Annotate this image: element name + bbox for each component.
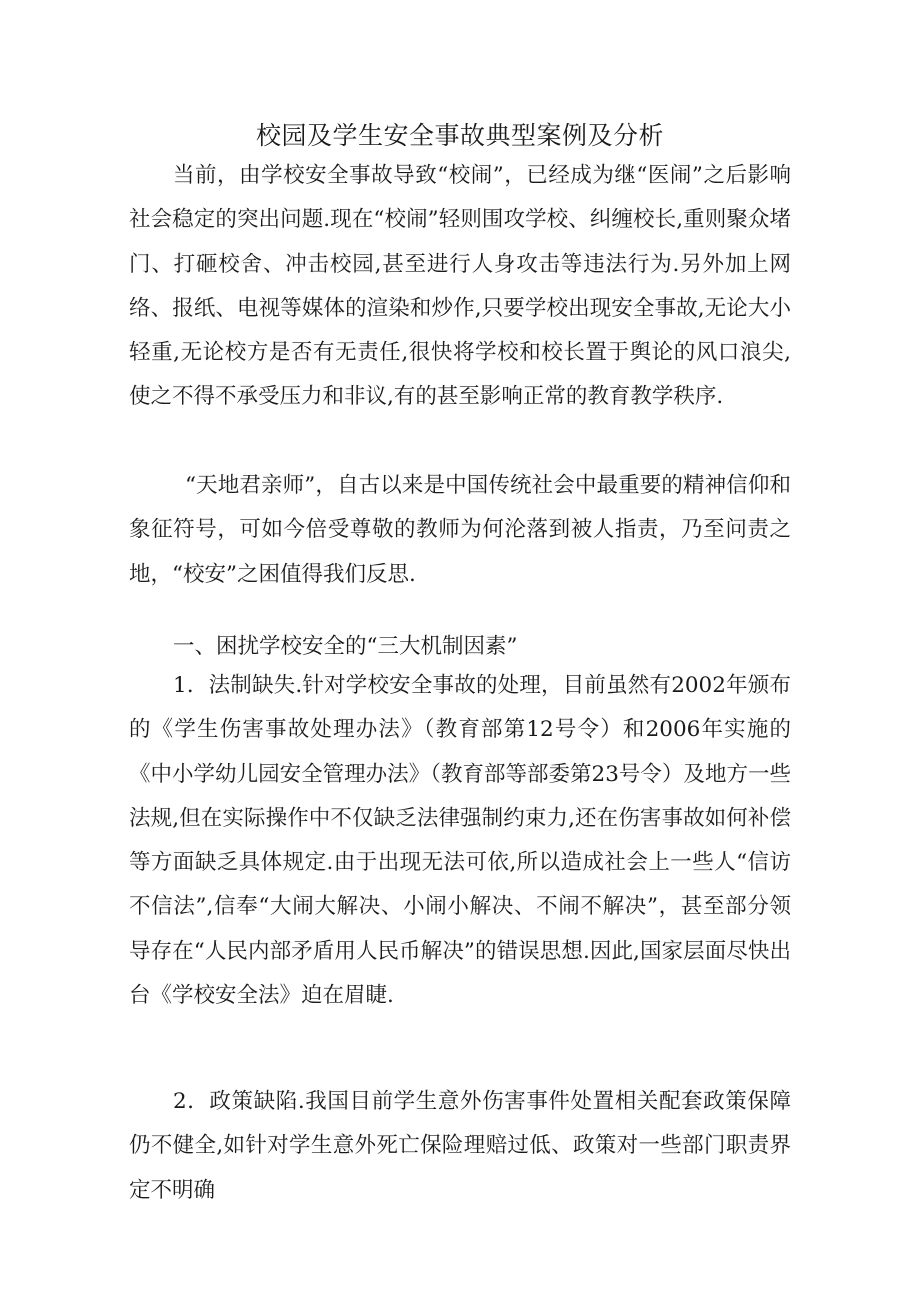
section-heading: 一、困扰学校安全的“三大机制因素” (173, 634, 518, 659)
paragraph-intro: 当前，由学校安全事故导致“校闹”，已经成为继“医闹”之后影响社会稳定的突出问题.现在“校闹”轻则围攻学校、纠缠校长,重则聚众堵门、打砸校舍、冲击校园,甚至进行人身攻击等违法行为.另外加上网络、报纸、电视等媒体的渲染和炒作,只要学校出现安全事故,无论大小轻重,无论校方是否有无责任,很快将学校和校长置于舆论的风口浪尖,使之不得不承受压力和非议,有的甚至影响正常的教育教学秩序. (129, 163, 791, 410)
paragraph-policy: 2．政策缺陷.我国目前学生意外伤害事件处置相关配套政策保障仍不健全,如针对学生意外死亡保险理赔过低、政策对一些部门职责界定不明确 (129, 1089, 791, 1203)
paragraph-legal: 1．法制缺失.针对学校安全事故的处理，目前虽然有2002年颁布的《学生伤害事故处理办法》（教育部第12号令）和2006年实施的《中小学幼儿园安全管理办法》（教育部等部委第23号令）及地方一些法规,但在实际操作中不仅缺乏法律强制约束力,还在伤害事故如何补偿等方面缺乏具体规定.由于出现无法可依,所以造成社会上一些人“信访不信法”,信奉“大闹大解决、小闹小解决、不闹不解决”，甚至部分领导存在“人民内部矛盾用人民币解决”的错误思想.因此,国家层面尽快出台《学校安全法》迫在眉睫. (129, 673, 791, 1009)
document-title: 校园及学生安全事故典型案例及分析 (255, 121, 664, 150)
paragraph-teacher: “天地君亲师”，自古以来是中国传统社会中最重要的精神信仰和象征符号，可如今倍受尊敬的教师为何沦落到被人指责，乃至问责之地，“校安”之困值得我们反思. (129, 473, 791, 587)
